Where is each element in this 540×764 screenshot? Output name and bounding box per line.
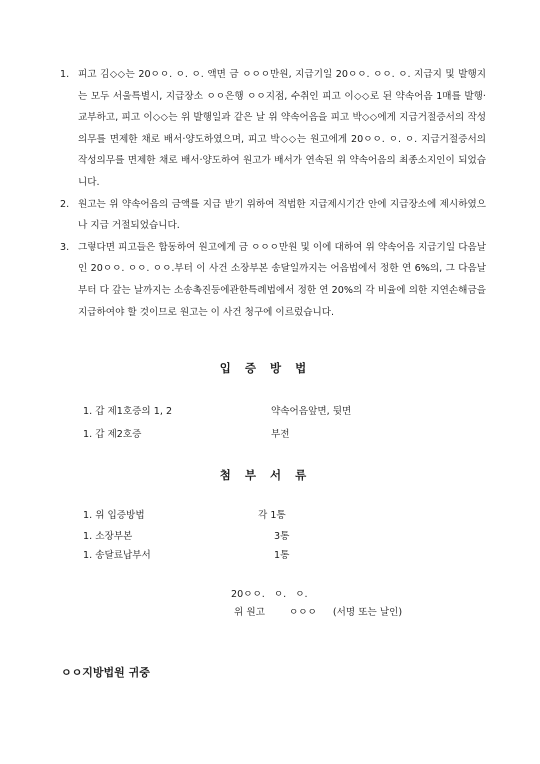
evidence-item-value: 부전 <box>271 429 290 440</box>
claim-item <box>60 194 486 237</box>
claim-item <box>60 237 486 323</box>
signature-note: (서명 또는 날인) <box>332 607 403 618</box>
attachment-item-value: 3통 <box>274 531 290 542</box>
claim-text: 그렇다면 피고들은 합동하여 원고에게 금 ㅇㅇㅇ만원 및 이에 대하여 위 약속어음 지급기일 다음날인 20ㅇㅇ. ㅇㅇ. ㅇㅇ.부터 이 사건 소장부본 송달일까지는 어음법에서 정한 연 6%의, 그 다음날부터 다 갚는 날까지는 소송촉진등에관한특례법에서 정한 연 20%의 각 비율에 의한 지연손해금을 지급하여야 할 것이므로 원고는 이 사건 청구에 이르렀습니다. <box>78 241 486 318</box>
attachment-item-label: 1. 위 입증방법 <box>83 510 145 521</box>
attachment-item-label: 1. 소장부본 <box>83 531 133 542</box>
claim-text: 피고 김◇◇는 20ㅇㅇ. ㅇ. ㅇ. 액면 금 ㅇㅇㅇ만원, 지급기일 20ㅇㅇ. ㅇㅇ. ㅇ. 지급지 및 발행지는 모두 서울특별시, 지급장소 ㅇㅇ은행 ㅇㅇ지점, 수취인 피고 이◇◇로 된 약속어음 1매를 발행·교부하고, 피고 이◇◇는 위 발행일과 같은 날 위 약속어음을 피고 박◇◇에게 지급거절증서의 작성의무를 면제한 채로 배서·양도하였으며, 피고 박◇◇는 원고에게 20ㅇㅇ. ㅇ. ㅇ. 지급거절증서의 작성의무를 면제한 채로 배서·양도하여 원고가 배서가 연속된 위 약속어음의 최종소지인이 되었습니다. <box>78 69 486 188</box>
claim-item <box>60 64 486 194</box>
attachments-heading: 첨부서류 <box>219 468 321 482</box>
signature-line <box>234 604 402 618</box>
claim-number: 3. <box>60 241 70 253</box>
evidence-item-label: 1. 갑 제2호증 <box>83 429 142 440</box>
evidence-heading: 입증방법 <box>219 361 321 375</box>
claims-list <box>60 64 486 323</box>
claim-number: 1. <box>60 69 70 80</box>
signer-name: ㅇㅇㅇ <box>288 607 317 618</box>
signer-role: 위 원고 <box>234 607 265 618</box>
attachment-item-value: 1통 <box>274 550 290 561</box>
attachment-item-value: 각 1통 <box>258 510 286 521</box>
filing-date: 20ㅇㅇ. ㅇ. ㅇ. <box>231 589 308 600</box>
court-addressee: ㅇㅇ지방법원 귀중 <box>61 666 150 679</box>
evidence-item-label: 1. 갑 제1호증의 1, 2 <box>83 406 173 417</box>
claim-number: 2. <box>60 198 70 210</box>
evidence-item-value: 약속어음앞면, 뒷면 <box>271 406 352 417</box>
claim-text: 원고는 위 약속어음의 금액를 지급 받기 위하여 적법한 지급제시기간 안에 지급장소에 제시하였으나 지급 거절되었습니다. <box>78 198 486 232</box>
attachment-item-label: 1. 송달료납부서 <box>83 550 151 561</box>
